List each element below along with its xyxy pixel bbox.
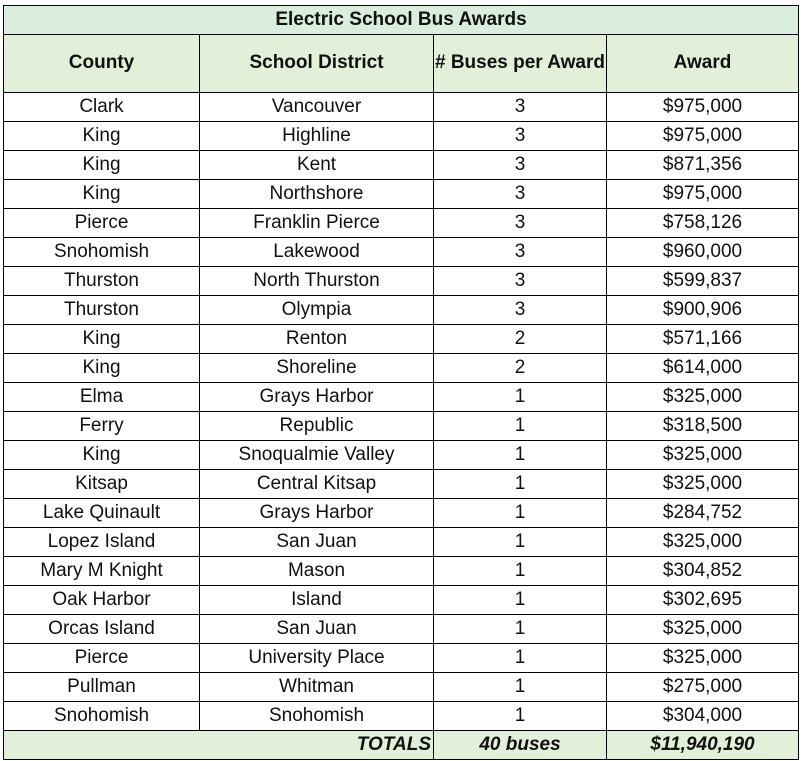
table-row xyxy=(4,528,799,557)
cell-award: $975,000 xyxy=(607,93,799,122)
cell-award: $614,000 xyxy=(607,354,799,383)
table-row xyxy=(4,383,799,412)
cell-award: $975,000 xyxy=(607,180,799,209)
cell-buses-per-award: 1 xyxy=(434,644,607,673)
cell-award: $571,166 xyxy=(607,325,799,354)
table-row xyxy=(4,673,799,702)
cell-buses-per-award: 1 xyxy=(434,528,607,557)
cell-school-district: Central Kitsap xyxy=(200,470,434,499)
cell-award: $275,000 xyxy=(607,673,799,702)
cell-county: Oak Harbor xyxy=(4,586,200,615)
cell-county: Thurston xyxy=(4,296,200,325)
cell-award: $325,000 xyxy=(607,528,799,557)
cell-county: Pierce xyxy=(4,209,200,238)
table-row xyxy=(4,122,799,151)
cell-county: Pullman xyxy=(4,673,200,702)
totals-award: $11,940,190 xyxy=(607,731,799,760)
cell-school-district: Lakewood xyxy=(200,238,434,267)
cell-county: Snohomish xyxy=(4,702,200,731)
cell-buses-per-award: 2 xyxy=(434,354,607,383)
cell-school-district: San Juan xyxy=(200,528,434,557)
cell-buses-per-award: 1 xyxy=(434,499,607,528)
totals-row xyxy=(4,731,799,760)
cell-county: King xyxy=(4,325,200,354)
table-row xyxy=(4,470,799,499)
table-row xyxy=(4,644,799,673)
cell-school-district: Mason xyxy=(200,557,434,586)
cell-school-district: Olympia xyxy=(200,296,434,325)
table-title: Electric School Bus Awards xyxy=(4,6,799,35)
cell-school-district: Renton xyxy=(200,325,434,354)
cell-buses-per-award: 3 xyxy=(434,151,607,180)
cell-school-district: Republic xyxy=(200,412,434,441)
column-header-award: Award xyxy=(607,35,799,93)
cell-buses-per-award: 3 xyxy=(434,296,607,325)
totals-buses: 40 buses xyxy=(434,731,607,760)
cell-school-district: Grays Harbor xyxy=(200,383,434,412)
cell-school-district: Snoqualmie Valley xyxy=(200,441,434,470)
cell-school-district: Northshore xyxy=(200,180,434,209)
cell-county: King xyxy=(4,180,200,209)
cell-buses-per-award: 1 xyxy=(434,470,607,499)
cell-award: $284,752 xyxy=(607,499,799,528)
cell-county: Lopez Island xyxy=(4,528,200,557)
cell-county: Orcas Island xyxy=(4,615,200,644)
table-row xyxy=(4,412,799,441)
cell-school-district: San Juan xyxy=(200,615,434,644)
cell-school-district: Highline xyxy=(200,122,434,151)
cell-award: $318,500 xyxy=(607,412,799,441)
cell-award: $325,000 xyxy=(607,615,799,644)
cell-county: Kitsap xyxy=(4,470,200,499)
cell-county: Ferry xyxy=(4,412,200,441)
table-row xyxy=(4,499,799,528)
column-header-school-district: School District xyxy=(200,35,434,93)
cell-school-district: Island xyxy=(200,586,434,615)
cell-school-district: Kent xyxy=(200,151,434,180)
table-row xyxy=(4,267,799,296)
table-row xyxy=(4,209,799,238)
cell-buses-per-award: 1 xyxy=(434,586,607,615)
cell-school-district: North Thurston xyxy=(200,267,434,296)
column-header-county: County xyxy=(4,35,200,93)
cell-county: Lake Quinault xyxy=(4,499,200,528)
cell-award: $325,000 xyxy=(607,441,799,470)
cell-school-district: University Place xyxy=(200,644,434,673)
table-row xyxy=(4,354,799,383)
cell-school-district: Franklin Pierce xyxy=(200,209,434,238)
cell-award: $871,356 xyxy=(607,151,799,180)
cell-buses-per-award: 2 xyxy=(434,325,607,354)
cell-buses-per-award: 3 xyxy=(434,209,607,238)
cell-county: King xyxy=(4,441,200,470)
cell-buses-per-award: 1 xyxy=(434,441,607,470)
table-row xyxy=(4,702,799,731)
table-row xyxy=(4,325,799,354)
cell-buses-per-award: 1 xyxy=(434,702,607,731)
cell-award: $599,837 xyxy=(607,267,799,296)
table-body xyxy=(4,93,799,731)
cell-buses-per-award: 3 xyxy=(434,93,607,122)
awards-table xyxy=(3,5,799,760)
table-row xyxy=(4,151,799,180)
cell-buses-per-award: 1 xyxy=(434,557,607,586)
cell-school-district: Grays Harbor xyxy=(200,499,434,528)
totals-blank-cell xyxy=(4,731,200,760)
table-row xyxy=(4,615,799,644)
cell-county: Pierce xyxy=(4,644,200,673)
cell-buses-per-award: 3 xyxy=(434,267,607,296)
table-row xyxy=(4,238,799,267)
table-row xyxy=(4,557,799,586)
cell-award: $304,000 xyxy=(607,702,799,731)
cell-award: $758,126 xyxy=(607,209,799,238)
cell-county: Elma xyxy=(4,383,200,412)
cell-county: King xyxy=(4,354,200,383)
table-row xyxy=(4,441,799,470)
table-row xyxy=(4,586,799,615)
table-row xyxy=(4,180,799,209)
cell-award: $325,000 xyxy=(607,644,799,673)
cell-buses-per-award: 1 xyxy=(434,615,607,644)
cell-county: King xyxy=(4,122,200,151)
cell-county: Mary M Knight xyxy=(4,557,200,586)
cell-county: Thurston xyxy=(4,267,200,296)
cell-award: $325,000 xyxy=(607,383,799,412)
cell-award: $302,695 xyxy=(607,586,799,615)
cell-buses-per-award: 3 xyxy=(434,238,607,267)
cell-school-district: Shoreline xyxy=(200,354,434,383)
cell-buses-per-award: 3 xyxy=(434,180,607,209)
cell-award: $975,000 xyxy=(607,122,799,151)
cell-county: Clark xyxy=(4,93,200,122)
cell-buses-per-award: 1 xyxy=(434,412,607,441)
cell-county: King xyxy=(4,151,200,180)
cell-award: $325,000 xyxy=(607,470,799,499)
cell-school-district: Whitman xyxy=(200,673,434,702)
table-row xyxy=(4,296,799,325)
cell-award: $900,906 xyxy=(607,296,799,325)
cell-award: $304,852 xyxy=(607,557,799,586)
table-row xyxy=(4,93,799,122)
cell-buses-per-award: 3 xyxy=(434,122,607,151)
column-header-buses-per-award: # Buses per Award xyxy=(434,35,607,93)
cell-county: Snohomish xyxy=(4,238,200,267)
cell-school-district: Vancouver xyxy=(200,93,434,122)
cell-school-district: Snohomish xyxy=(200,702,434,731)
totals-label: TOTALS xyxy=(200,731,434,760)
cell-buses-per-award: 1 xyxy=(434,673,607,702)
cell-buses-per-award: 1 xyxy=(434,383,607,412)
cell-award: $960,000 xyxy=(607,238,799,267)
